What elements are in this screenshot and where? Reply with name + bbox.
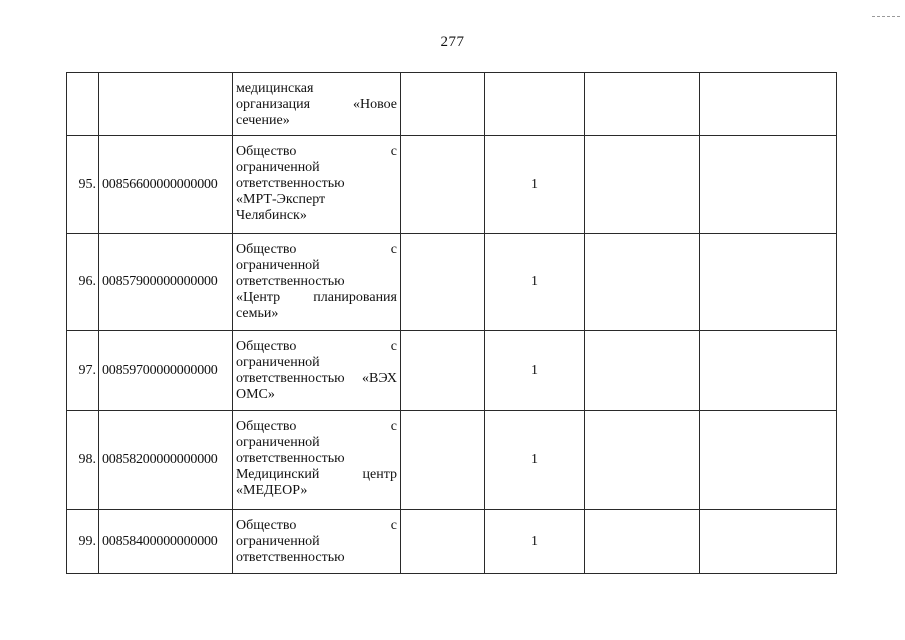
empty-cell [585, 411, 700, 510]
organization-name [236, 144, 397, 224]
organization-name-word: Общество [236, 144, 297, 159]
organization-name-cell [233, 510, 401, 574]
organization-name-word: организация [236, 97, 311, 112]
empty-cell [585, 234, 700, 331]
quantity-cell: 1 [485, 411, 585, 510]
organization-name-line [236, 290, 397, 306]
organization-name-word: Общество [236, 518, 297, 533]
registry-code-cell [99, 73, 233, 136]
table-row [67, 411, 837, 510]
empty-cell [401, 73, 485, 136]
row-number-cell: 96. [67, 234, 99, 331]
organization-name-line [236, 339, 397, 355]
empty-cell [401, 510, 485, 574]
row-number-cell: 95. [67, 136, 99, 234]
organization-name-cell [233, 136, 401, 234]
organization-name-word: Общество [236, 419, 297, 434]
registry-code-cell: 00857900000000000 [99, 234, 233, 331]
table-row [67, 73, 837, 136]
organization-name-line [236, 467, 397, 483]
organization-name-line [236, 371, 397, 387]
organization-name-line [236, 419, 397, 435]
table-row [67, 136, 837, 234]
row-number-cell: 99. [67, 510, 99, 574]
organization-name-line: Челябинск» [236, 208, 307, 223]
organization-name-word: «ВЭХ [362, 371, 397, 386]
organization-name [236, 242, 397, 322]
organization-name-word: с [390, 144, 397, 159]
scan-artifact-line [872, 16, 900, 17]
registry-code-cell: 00859700000000000 [99, 331, 233, 411]
empty-cell [585, 510, 700, 574]
organization-name-line: ОМС» [236, 387, 275, 402]
organization-name-word: планирования [313, 290, 397, 305]
organization-name-line [236, 518, 397, 534]
empty-cell [585, 73, 700, 136]
empty-cell [401, 136, 485, 234]
empty-cell [401, 331, 485, 411]
organization-name [236, 419, 397, 499]
organization-name-cell [233, 411, 401, 510]
organization-name-line: ответственностью [236, 176, 345, 191]
organization-name-line: ограниченной [236, 435, 320, 450]
organization-name-line: ответственностью [236, 274, 345, 289]
organization-name-word: с [390, 518, 397, 533]
organization-name-line [236, 97, 397, 113]
organization-name-word: Общество [236, 339, 297, 354]
organization-name [236, 339, 397, 403]
organization-name-line [236, 242, 397, 258]
registry-code-cell: 00858400000000000 [99, 510, 233, 574]
organization-name-line: «МЕДЕОР» [236, 483, 308, 498]
organization-name-line: ответственностью [236, 451, 345, 466]
empty-cell [585, 136, 700, 234]
empty-cell [700, 234, 837, 331]
quantity-cell [485, 73, 585, 136]
organization-name-line: медицинская [236, 81, 314, 96]
organization-name-line: ограниченной [236, 258, 320, 273]
organization-name-word: ответственностью [236, 371, 345, 386]
organization-name-word: «Центр [236, 290, 281, 305]
table-row [67, 510, 837, 574]
page-number: 277 [440, 34, 465, 50]
organization-name-line: ответственностью [236, 550, 345, 565]
registry-code-cell: 00856600000000000 [99, 136, 233, 234]
empty-cell [585, 331, 700, 411]
organization-name-line: ограниченной [236, 534, 320, 549]
quantity-cell: 1 [485, 510, 585, 574]
table-row [67, 234, 837, 331]
empty-cell [401, 234, 485, 331]
row-number-cell: 97. [67, 331, 99, 411]
organization-name-word: «Новое [352, 97, 397, 112]
register-table [66, 72, 837, 574]
organization-name-word: центр [362, 467, 397, 482]
empty-cell [700, 510, 837, 574]
organization-name-line: ограниченной [236, 160, 320, 175]
row-number-cell [67, 73, 99, 136]
organization-name-word: Общество [236, 242, 297, 257]
organization-name-line: семьи» [236, 306, 279, 321]
empty-cell [700, 73, 837, 136]
organization-name-word: с [390, 242, 397, 257]
organization-name-word: Медицинский [236, 467, 320, 482]
quantity-cell: 1 [485, 331, 585, 411]
quantity-cell: 1 [485, 234, 585, 331]
row-number-cell: 98. [67, 411, 99, 510]
organization-name-line: ограниченной [236, 355, 320, 370]
organization-name-word: с [390, 419, 397, 434]
empty-cell [401, 411, 485, 510]
organization-name-word: с [390, 339, 397, 354]
organization-name-cell [233, 73, 401, 136]
organization-name-cell [233, 234, 401, 331]
organization-name-line: «МРТ-Эксперт [236, 192, 326, 207]
organization-name [236, 518, 397, 566]
organization-name-line [236, 144, 397, 160]
organization-name [236, 81, 397, 129]
table-body [67, 73, 837, 574]
organization-name-line: сечение» [236, 113, 290, 128]
empty-cell [700, 331, 837, 411]
registry-code-cell: 00858200000000000 [99, 411, 233, 510]
organization-name-cell [233, 331, 401, 411]
quantity-cell: 1 [485, 136, 585, 234]
empty-cell [700, 136, 837, 234]
table-row [67, 331, 837, 411]
empty-cell [700, 411, 837, 510]
